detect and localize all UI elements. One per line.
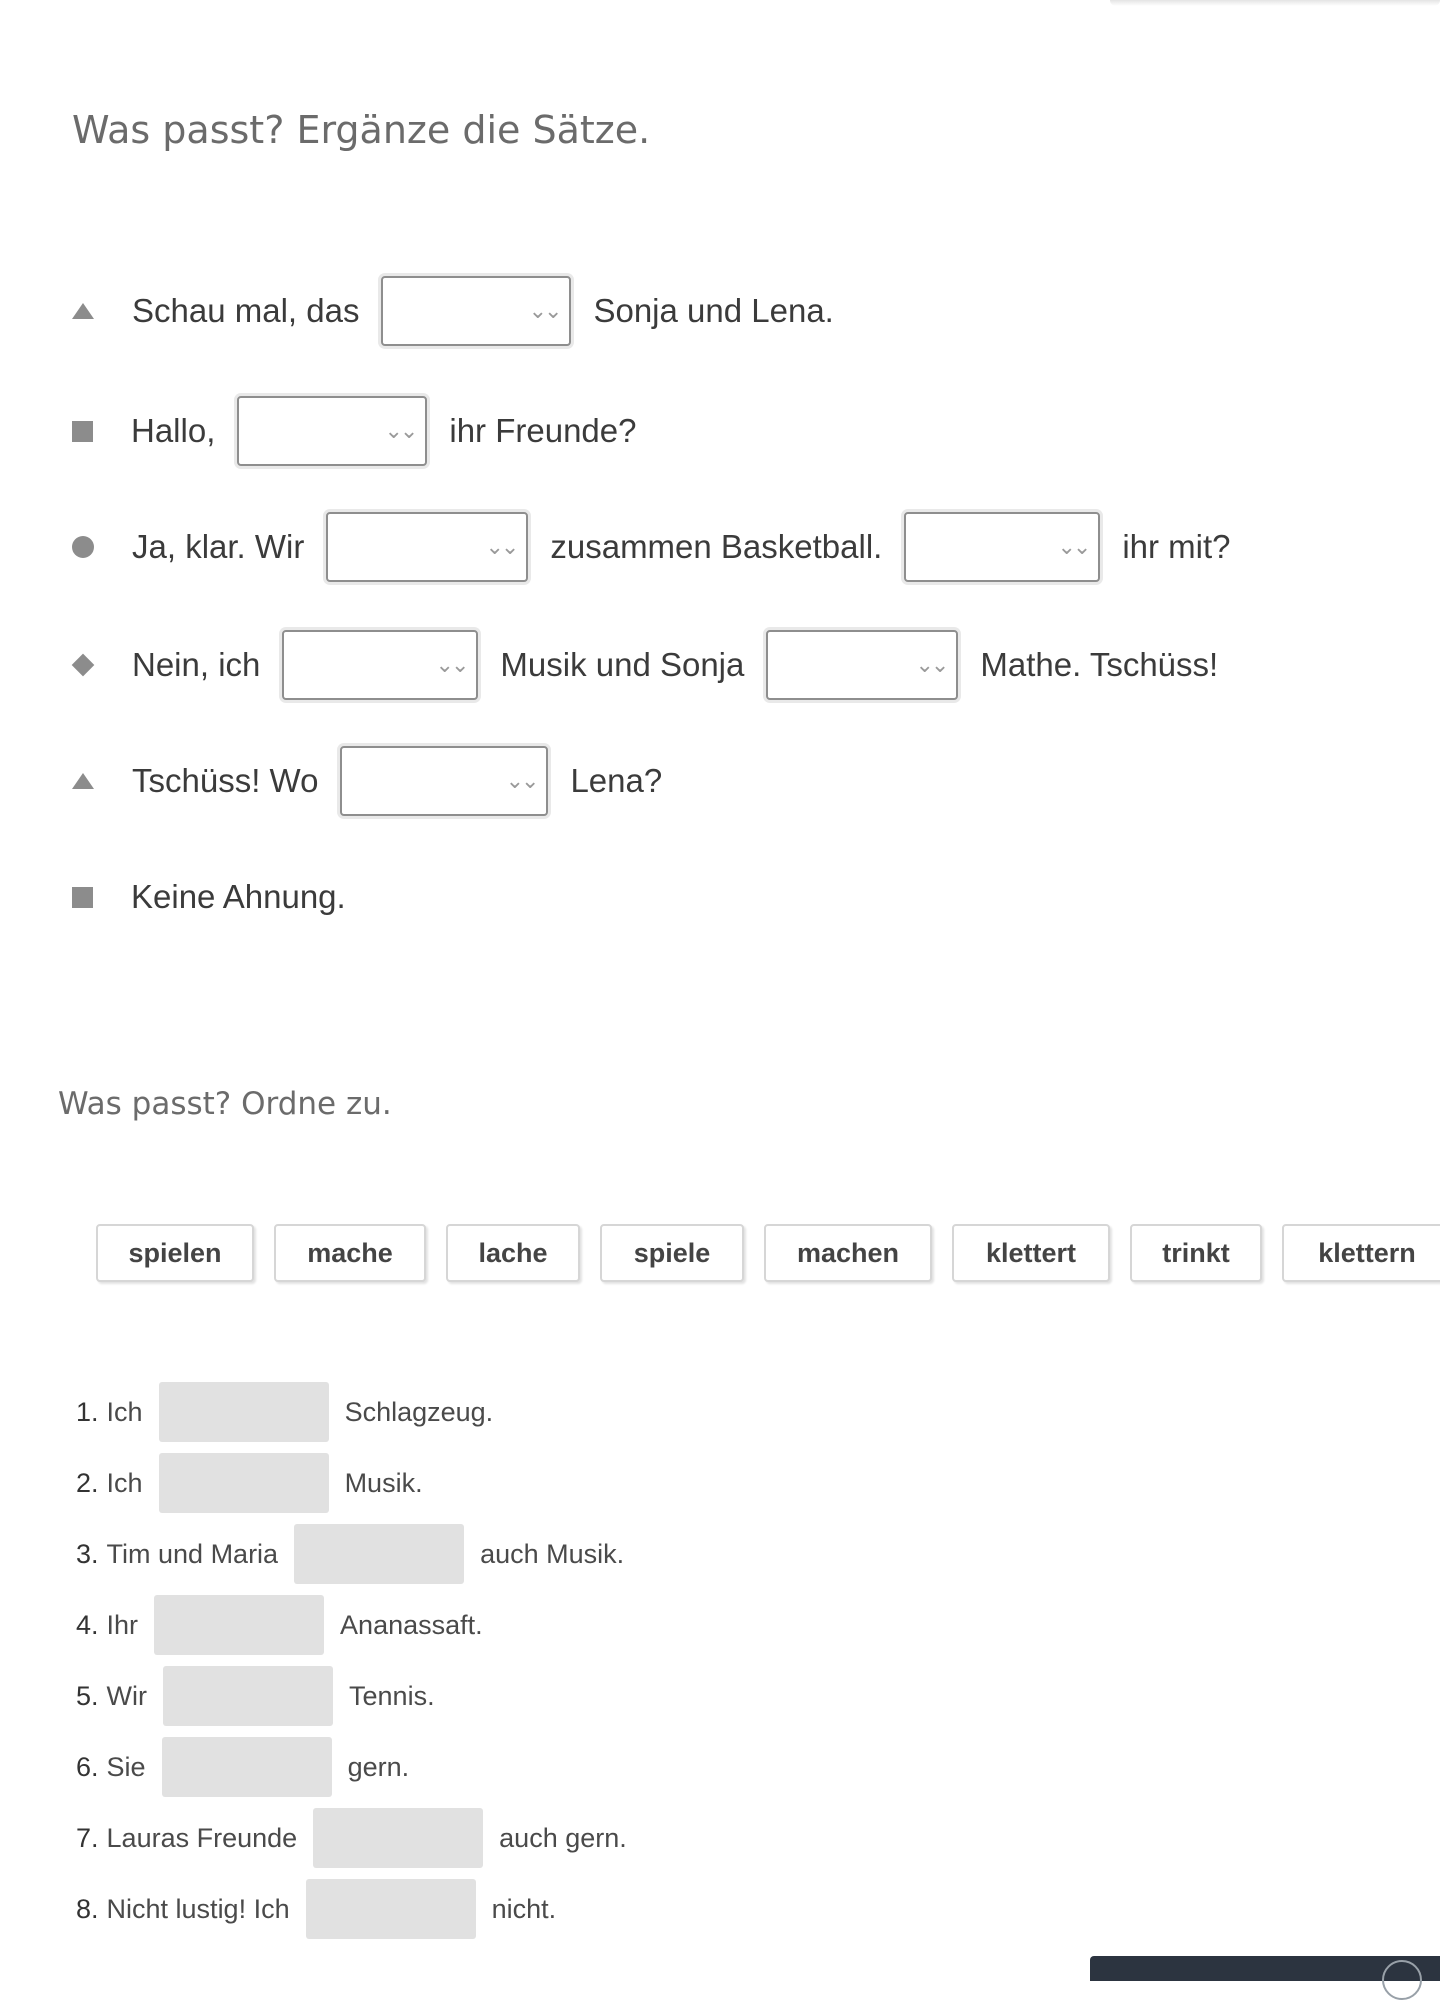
task-after: auch gern.	[499, 1822, 627, 1853]
line-text: ihr Freunde?	[449, 412, 637, 449]
answer-dropdown-7[interactable]	[340, 746, 548, 816]
word-bank	[96, 1224, 1440, 1282]
task-number: 3.	[76, 1538, 99, 1569]
task-before: Wir	[106, 1680, 148, 1711]
line-text: Mathe. Tschüss!	[980, 646, 1219, 683]
drop-slot[interactable]	[159, 1453, 329, 1513]
task-after: Tennis.	[349, 1680, 435, 1711]
task-before: Sie	[106, 1751, 146, 1782]
top-shadow	[1110, 0, 1440, 6]
task-row-7	[76, 1807, 627, 1869]
circle-icon	[1382, 1960, 1422, 2000]
drop-slot[interactable]	[154, 1595, 324, 1655]
circle-marker-icon	[72, 536, 94, 558]
line-text: Keine Ahnung.	[131, 878, 346, 915]
task-row-1	[76, 1381, 493, 1443]
word-chip[interactable]: klettern	[1282, 1224, 1440, 1282]
word-chip[interactable]: mache	[274, 1224, 426, 1282]
task-after: Schlagzeug.	[344, 1396, 494, 1427]
drop-slot[interactable]	[163, 1666, 333, 1726]
task-before: Tim und Maria	[106, 1538, 279, 1569]
square-marker-icon	[72, 421, 93, 442]
answer-dropdown-5[interactable]	[282, 630, 478, 700]
chevron-down-icon: ⌄⌄	[384, 418, 416, 443]
answer-dropdown-4[interactable]	[904, 512, 1100, 582]
task-before: Ich	[106, 1396, 143, 1427]
task-row-8	[76, 1878, 556, 1940]
exercise1-heading: Was passt? Ergänze die Sätze.	[72, 108, 651, 152]
task-number: 1.	[76, 1396, 99, 1427]
task-after: auch Musik.	[480, 1538, 625, 1569]
task-number: 5.	[76, 1680, 99, 1711]
exercise2-heading: Was passt? Ordne zu.	[58, 1086, 392, 1122]
task-after: Ananassaft.	[340, 1609, 483, 1640]
task-before: Lauras Freunde	[106, 1822, 298, 1853]
media-thumbnail[interactable]	[1090, 1956, 1440, 1981]
drop-slot[interactable]	[306, 1879, 476, 1939]
dialogue-line-5	[72, 742, 662, 820]
task-before: Ich	[106, 1467, 143, 1498]
task-row-3	[76, 1523, 624, 1585]
dialogue-line-4	[72, 626, 1218, 704]
line-text: Sonja und Lena.	[593, 292, 834, 329]
task-before: Ihr	[106, 1609, 139, 1640]
drop-slot[interactable]	[162, 1737, 332, 1797]
answer-dropdown-3[interactable]	[326, 512, 528, 582]
word-chip[interactable]: klettert	[952, 1224, 1110, 1282]
chevron-down-icon: ⌄⌄	[505, 768, 537, 793]
dialogue-line-2	[72, 392, 636, 470]
word-chip[interactable]: spielen	[96, 1224, 254, 1282]
triangle-marker-icon	[72, 303, 94, 319]
line-text: Ja, klar. Wir	[132, 528, 305, 565]
square-marker-icon	[72, 887, 93, 908]
task-after: gern.	[347, 1751, 410, 1782]
triangle-marker-icon	[72, 773, 94, 789]
task-number: 4.	[76, 1609, 99, 1640]
task-number: 6.	[76, 1751, 99, 1782]
line-text: Nein, ich	[132, 646, 261, 683]
task-number: 8.	[76, 1893, 99, 1924]
drop-slot[interactable]	[159, 1382, 329, 1442]
answer-dropdown-1[interactable]	[381, 276, 571, 346]
line-text: zusammen Basketball.	[550, 528, 883, 565]
chevron-down-icon: ⌄⌄	[485, 534, 517, 559]
chevron-down-icon: ⌄⌄	[528, 298, 560, 323]
task-after: Musik.	[344, 1467, 423, 1498]
line-text: Musik und Sonja	[500, 646, 745, 683]
task-after: nicht.	[491, 1893, 557, 1924]
task-row-4	[76, 1594, 483, 1656]
diamond-marker-icon	[72, 654, 95, 677]
chevron-down-icon: ⌄⌄	[915, 652, 947, 677]
word-chip[interactable]: machen	[764, 1224, 932, 1282]
line-text: Schau mal, das	[132, 292, 360, 329]
chevron-down-icon: ⌄⌄	[435, 652, 467, 677]
dialogue-line-3	[72, 508, 1231, 586]
answer-dropdown-2[interactable]	[237, 396, 427, 466]
line-text: Tschüss! Wo	[132, 762, 319, 799]
dialogue-line-1	[72, 272, 834, 350]
word-chip[interactable]: trinkt	[1130, 1224, 1262, 1282]
answer-dropdown-6[interactable]	[766, 630, 958, 700]
task-number: 2.	[76, 1467, 99, 1498]
task-before: Nicht lustig! Ich	[106, 1893, 290, 1924]
word-chip[interactable]: spiele	[600, 1224, 744, 1282]
task-row-6	[76, 1736, 409, 1798]
drop-slot[interactable]	[313, 1808, 483, 1868]
line-text: Lena?	[570, 762, 663, 799]
task-row-2	[76, 1452, 423, 1514]
line-text: Hallo,	[131, 412, 216, 449]
dialogue-line-6	[72, 858, 346, 936]
word-chip[interactable]: lache	[446, 1224, 580, 1282]
line-text: ihr mit?	[1122, 528, 1231, 565]
task-number: 7.	[76, 1822, 99, 1853]
chevron-down-icon: ⌄⌄	[1057, 534, 1089, 559]
drop-slot[interactable]	[294, 1524, 464, 1584]
task-row-5	[76, 1665, 435, 1727]
